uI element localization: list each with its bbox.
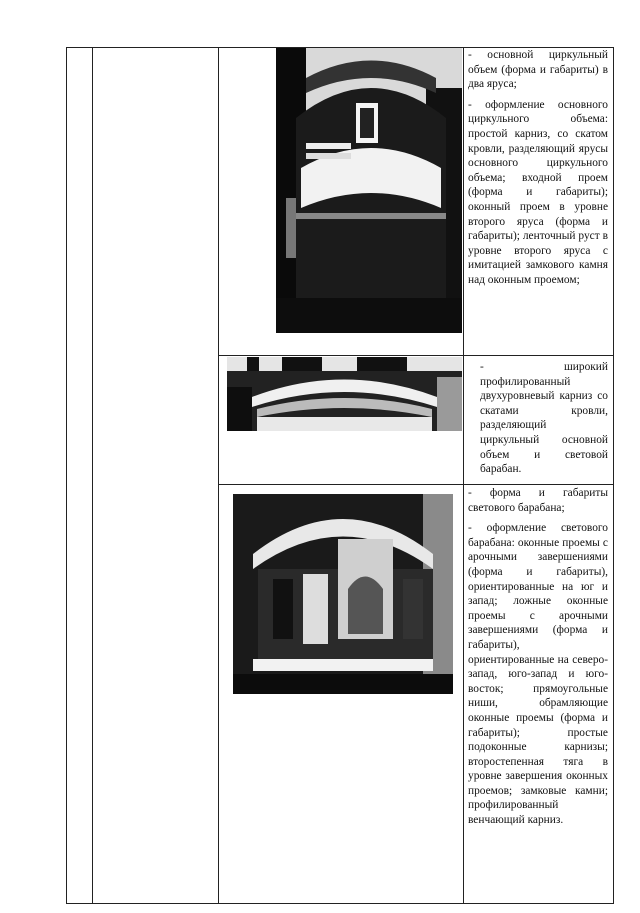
row-1-paragraph-2: - оформление основного циркульного объема: простой карниз, со скатом кровли, разделяющий ярусы основного циркульного объема; входной проем (форма и габариты); оконный проем в уровне второго яруса (форма и габариты); ленточный руст в уровне второго яруса с имитацией замкового камня над оконным проемом;: [468, 98, 608, 286]
row-3-paragraph-1: - форма и габариты светового барабана;: [468, 487, 608, 514]
table-border-left: [66, 47, 67, 904]
profiled-cornice-photo: [227, 357, 462, 431]
row-3-description: [468, 486, 608, 834]
row-3-paragraph-2: - оформление светового барабана: оконные проемы с арочными завершениями (форма и габариты), ориентированные на юг и запад; ложные оконные проемы с арочными завершениями (форма и габариты), ориентированные на северо-запад, юго-запад и юго-восток; прямоугольные ниши, обрамляющие оконные проемы (форма и габариты); простые подоконные карнизы; второстепенная тяга в уровне завершения оконных проемов; замковые камни; профилированный венчающий карниз.: [468, 522, 608, 827]
table-column-divider-1: [92, 47, 93, 904]
row-2-description: [480, 360, 608, 483]
round-tower-two-tiers-photo: [276, 48, 462, 333]
light-drum-windows-photo: [233, 494, 453, 694]
table-border-right: [613, 47, 614, 904]
row-1-description: [468, 48, 608, 294]
table-border-bottom: [66, 903, 614, 904]
table-column-divider-3: [463, 47, 464, 904]
row-1-paragraph-1: - основной циркульный объем (форма и габариты) в два яруса;: [468, 49, 608, 91]
row-2-paragraph-1: - широкий профилированный двухуровневый карниз со скатами кровли, разделяющий циркульный основной объем и световой барабан.: [480, 361, 608, 476]
table-column-divider-2: [218, 47, 219, 904]
row-divider-2: [218, 484, 614, 485]
row-divider-1: [218, 355, 614, 356]
